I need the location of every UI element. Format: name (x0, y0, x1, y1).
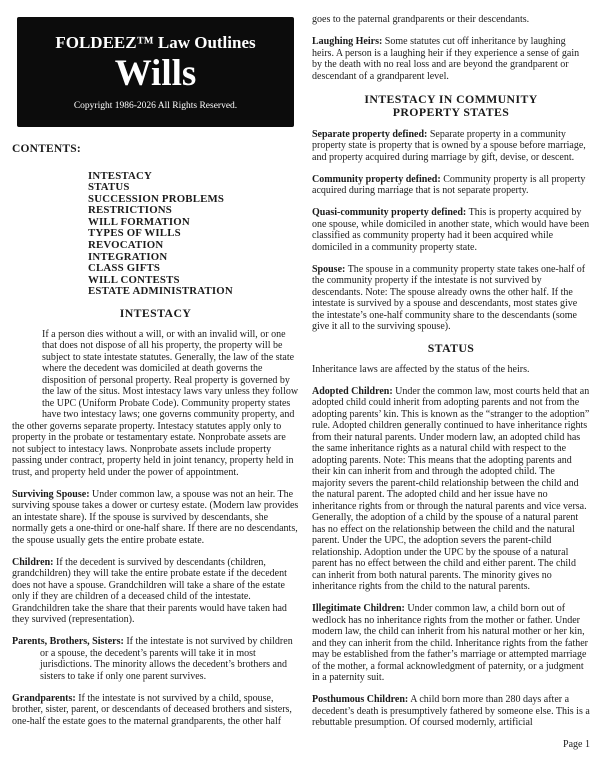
continuation-paragraph: goes to the paternal grandparents or their descendants. (312, 14, 530, 25)
term-label: Laughing Heirs: (312, 36, 383, 47)
contents-item: RESTRICTIONS (88, 204, 173, 217)
heading-line: INTESTACY IN COMMUNITY (364, 91, 538, 106)
term-text: This is property acquired by one spouse, while domiciled in another state, which would have been classified as community property had it been acquired while domiciled in a community property state. (312, 207, 590, 253)
term-paragraph-parents-brothers-sisters (12, 636, 299, 682)
contents-item: TYPES OF WILLS (88, 227, 181, 240)
term-text: Under common law, a child born out of wedlock has no inheritance rights from the mother or father. Under modern law, the child can inherit from his natural mother or her kin, and they can inherit from the child. Inheritance rights from the father may be established from the father’s marriage or attempted marriage of the mother, a formal acknowledgment of paternity, or a judgment in a paternity suit. (312, 603, 589, 683)
heading-line: PROPERTY STATES (392, 105, 510, 119)
term-paragraph-quasi-community (312, 207, 590, 253)
term-label: Adopted Children: (312, 385, 393, 397)
term-text: If the decedent is survived by descendants (children, grandchildren) they will take the entire probate estate if the decedent does not have a spouse. Grandchildren will take a share of the estate only if they are children of a deceased child of the intestate. Grandchildren take the share that their parents would have taken had they survived (representation). (12, 556, 287, 626)
term-text: Separate property in a community property state is property that is owned by a spouse before marriage, and property acquired during marriage by gift, devise, or descent. (312, 128, 586, 163)
term-paragraph-spouse (312, 264, 590, 333)
term-paragraph-illegitimate-children (312, 603, 590, 684)
status-intro-paragraph: Inheritance laws are affected by the status of the heirs. (312, 363, 530, 375)
contents-list (88, 171, 299, 299)
term-text: If the intestate is not survived by children or a spouse, the decedent’s parents will take it in most jurisdictions. The minority allows the decedent’s brothers and sisters to take if only one parent survives. (40, 636, 293, 682)
contents-item: ESTATE ADMINISTRATION (88, 285, 233, 298)
term-paragraph-posthumous-children (312, 694, 590, 729)
term-text: Community property is all property acquired during marriage that is not separate property. (312, 173, 586, 196)
contents-item: WILL FORMATION (88, 215, 190, 228)
copyright-notice: Copyright 1986-2026 All Rights Reserved. (73, 100, 238, 111)
term-paragraph-separate-property (312, 129, 590, 164)
term-paragraph-children (12, 557, 299, 626)
contents-item: WILL CONTESTS (88, 273, 180, 286)
term-label: Community property defined: (312, 173, 441, 185)
contents-item: STATUS (88, 181, 130, 194)
term-text: The spouse in a community property state takes one-half of the community property if the intestate is not survived by descendants. Note: The spouse already owns the other half. If the intestate is survived by a spouse and descendants, most states give the intestate’s one-half community share to the descendants (some give it all to the surviving spouse). (312, 263, 586, 332)
term-text: If the intestate is not survived by a child, spouse, brother, sister, parent, or descendants of deceased brothers and sisters, one-half the estate goes to the maternal grandparents, the other half (12, 692, 292, 727)
term-label: Quasi-community property defined: (312, 207, 467, 218)
term-text: Some statutes cut off inheritance by laughing heirs. A person is a laughing heir if they experience a sense of gain by the death with no real loss and are beyond the grandparent or descendant of a grandparent level. (312, 36, 580, 82)
brand-name: FOLDEEZ™ Law Outlines (55, 32, 256, 52)
term-label: Grandparents: (12, 692, 76, 704)
term-label: Illegitimate Children: (312, 603, 405, 614)
section-heading-community-property (312, 93, 590, 120)
document-title: Wills (114, 52, 197, 94)
contents-heading: CONTENTS: (12, 143, 81, 155)
section-heading-intestacy: INTESTACY (119, 306, 192, 321)
intestacy-intro-paragraph (12, 329, 299, 479)
term-text: Under the common law, most courts held that an adopted child could inherit from adopting parents and not from the adopting parents’ kin. This is known as the “stranger to the adoption” rule. Adopted children generally continued to have inheritance rights from their natural parents. Under modern law, an adopted child has the same inheritance rights as a natural child with respect to the adopting parents. Note: This means that the adopting parents and their kin can inherit from and through the adopted child. The majority severs the parent-child relationship between the child and the natural parent. The adopted child and her issue have no inheritance rights from or through the natural parents and vice versa. Generally, the adoption of a child by the spouse of a natural parent has no effect on the relationship between the child and the natural parent. Under the UPC, the adoption severs the parent-child relationship. Adoption under the UPC by the spouse of a natural parent has no effect between the child and either parent. The child can inherit from both natural parents. The minority gives no inheritance rights from the child to the natural parents. (312, 385, 590, 592)
left-column (12, 14, 299, 768)
contents-item: SUCCESSION PROBLEMS (88, 192, 225, 205)
term-label: Spouse: (312, 263, 346, 275)
right-column (312, 14, 590, 768)
term-text: A child born more than 280 days after a decedent’s death is presumptively fathered by someone else. This is a rebuttable presumption. Of coursed modernly, artificial (312, 694, 590, 728)
contents-item: CLASS GIFTS (88, 262, 161, 275)
contents-item: INTEGRATION (88, 250, 168, 263)
contents-item: INTESTACY (88, 169, 152, 182)
term-text: Under common law, a spouse was not an heir. The surviving spouse takes a dower or curtesy estate. (Modern law provides an intestate share). If the spouse is survived by descendants, she normally gets a one-third or one-half share. If there are no descendants, the spouse usually gets the entire probate estate. (12, 488, 299, 546)
term-label: Parents, Brothers, Sisters: (12, 636, 124, 648)
term-label: Separate property defined: (312, 128, 428, 140)
term-paragraph-surviving-spouse (12, 489, 299, 547)
contents-item: REVOCATION (88, 239, 164, 252)
term-label: Children: (12, 556, 54, 568)
term-paragraph-grandparents (12, 693, 299, 728)
term-paragraph-community-property (312, 174, 590, 197)
term-label: Posthumous Children: (312, 694, 409, 705)
term-paragraph-laughing-heirs (312, 36, 590, 82)
brand-box (17, 17, 294, 127)
page-number: Page 1 (563, 739, 590, 750)
term-label: Surviving Spouse: (12, 488, 90, 500)
section-heading-status: STATUS (427, 341, 475, 355)
wrap-spacer (12, 364, 42, 410)
term-paragraph-adopted-children (312, 386, 590, 593)
intestacy-intro-text: If a person dies without a will, or with an invalid will, or one that does not dispose of all his property, the property will be subject to state intestate statutes. Generally, the law of the state where the decedent was domiciled at death governs the disposition of personal property. Real property is governed by the law of the situs. Most intestacy laws vary unless they follow the UPC (Uniform Probate Code). Community property states have two intestacy laws; one governs community property, and the other governs separate property. Intestacy statutes apply only to property in the probate or testamentary estate. Nonprobate assets are not subject to intestacy laws. Nonprobate assets include property passing under contract, property held in joint tenancy, property held in trust, and property held under the power of appointment. (12, 328, 299, 478)
